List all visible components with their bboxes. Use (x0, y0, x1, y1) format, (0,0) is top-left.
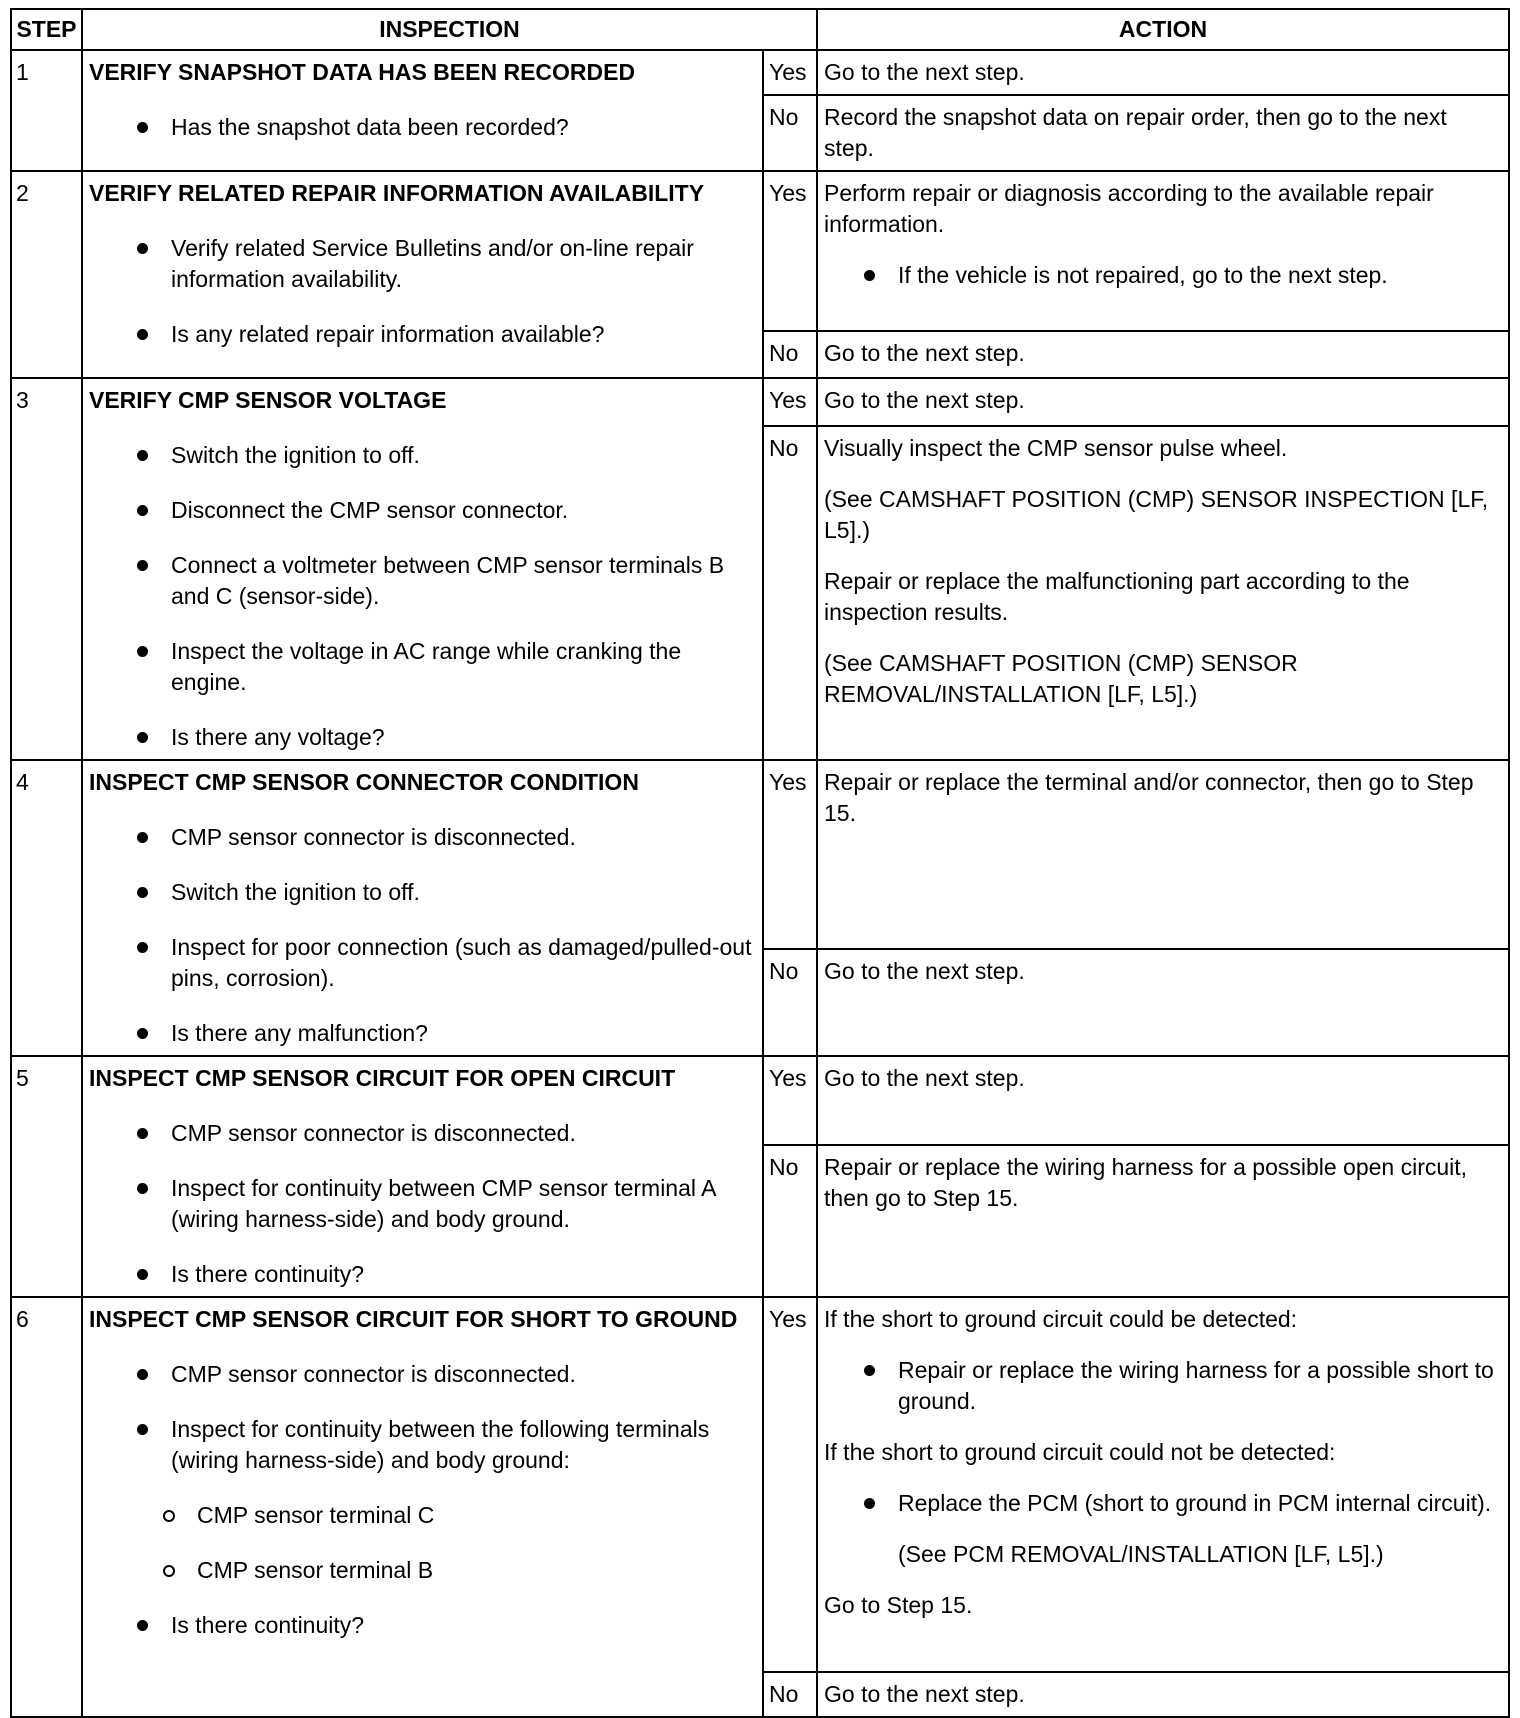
sub-bullet-item: CMP sensor terminal B (163, 1555, 756, 1586)
yes-action (817, 1297, 1509, 1672)
inspection-bullets (89, 1118, 756, 1290)
step-4-yes-row (11, 760, 1509, 949)
step-number: 4 (11, 760, 82, 1056)
action-text: Repair or replace the malfunctioning part according to the inspection results. (824, 568, 1410, 626)
action-bullets (824, 260, 1502, 291)
header-step: STEP (11, 9, 82, 50)
bullet-item (137, 1414, 756, 1476)
action-text: Visually inspect the CMP sensor pulse wheel. (824, 435, 1288, 462)
bullet-item: Is there any voltage? (137, 722, 756, 753)
inspection-cell (82, 1056, 763, 1297)
step-number: 6 (11, 1297, 82, 1717)
yes-action: Go to the next step. (817, 1056, 1509, 1145)
yes-label: Yes (763, 171, 817, 331)
yes-label: Yes (763, 760, 817, 949)
step-number: 5 (11, 1056, 82, 1297)
bullet-item: CMP sensor connector is disconnected. (137, 1118, 756, 1149)
action-reference: (See CAMSHAFT POSITION (CMP) SENSOR REMOVAL/INSTALLATION [LF, L5].) (824, 650, 1298, 708)
yes-label: Yes (763, 378, 817, 426)
yes-action: Repair or replace the terminal and/or connector, then go to Step 15. (817, 760, 1509, 949)
inspection-bullets (89, 822, 756, 1049)
no-action: Repair or replace the wiring harness for a possible open circuit, then go to Step 15. (817, 1145, 1509, 1297)
inspection-title: INSPECT CMP SENSOR CIRCUIT FOR OPEN CIRCUIT (89, 1065, 676, 1091)
diagnostic-procedure-table (10, 8, 1510, 1718)
inspection-cell (82, 760, 763, 1056)
inspection-title: VERIFY SNAPSHOT DATA HAS BEEN RECORDED (89, 59, 636, 85)
action-bullet-item: If the vehicle is not repaired, go to the next step. (864, 260, 1502, 291)
step-number: 3 (11, 378, 82, 760)
yes-action: Go to the next step. (817, 378, 1509, 426)
bullet-item: CMP sensor connector is disconnected. (137, 822, 756, 853)
bullet-item: Is there any malfunction? (137, 1018, 756, 1049)
action-text: If the short to ground circuit could not be detected: (824, 1439, 1336, 1465)
inspection-title: VERIFY CMP SENSOR VOLTAGE (89, 387, 447, 413)
bullet-item: Inspect the voltage in AC range while cranking the engine. (137, 636, 756, 698)
no-action (817, 426, 1509, 760)
bullet-item: Has the snapshot data been recorded? (137, 112, 756, 143)
bullet-item: Is there continuity? (137, 1259, 756, 1290)
bullet-text: Inspect for continuity between the following terminals (wiring harness-side) and body ground: (171, 1416, 710, 1473)
bullet-item: Verify related Service Bulletins and/or on-line repair information availability. (137, 233, 756, 295)
header-row (11, 9, 1509, 50)
yes-label: Yes (763, 50, 817, 95)
no-label: No (763, 1145, 817, 1297)
bullet-item: Disconnect the CMP sensor connector. (137, 495, 756, 526)
action-text: Go to Step 15. (824, 1592, 973, 1618)
sub-bullet-item: CMP sensor terminal C (163, 1500, 756, 1531)
yes-action: Go to the next step. (817, 50, 1509, 95)
step-6-yes-row (11, 1297, 1509, 1672)
action-text: Perform repair or diagnosis according to the available repair information. (824, 180, 1434, 237)
step-number: 2 (11, 171, 82, 378)
action-bullets (824, 1355, 1502, 1417)
header-action: ACTION (817, 9, 1509, 50)
action-bullet-item: Replace the PCM (short to ground in PCM internal circuit). (864, 1488, 1502, 1519)
inspection-cell (82, 171, 763, 378)
no-label: No (763, 1672, 817, 1717)
bullet-item: Inspect for poor connection (such as damaged/pulled-out pins, corrosion). (137, 932, 756, 994)
yes-label: Yes (763, 1297, 817, 1672)
inspection-cell (82, 378, 763, 760)
header-inspection: INSPECTION (82, 9, 817, 50)
action-text: If the short to ground circuit could be detected: (824, 1306, 1298, 1332)
inspection-bullets (89, 440, 756, 753)
inspection-cell (82, 1297, 763, 1717)
inspection-cell (82, 50, 763, 171)
step-2-yes-row (11, 171, 1509, 331)
inspection-bullets (89, 112, 756, 143)
step-3-yes-row (11, 378, 1509, 426)
no-label: No (763, 95, 817, 171)
inspection-title: INSPECT CMP SENSOR CIRCUIT FOR SHORT TO GROUND (89, 1306, 738, 1332)
no-label: No (763, 331, 817, 378)
no-action: Go to the next step. (817, 1672, 1509, 1717)
inspection-title: VERIFY RELATED REPAIR INFORMATION AVAILABILITY (89, 180, 705, 206)
inspection-bullets (89, 233, 756, 350)
bullet-item: Connect a voltmeter between CMP sensor terminals B and C (sensor-side). (137, 550, 756, 612)
bullet-item: Inspect for continuity between CMP sensor terminal A (wiring harness-side) and body ground. (137, 1173, 756, 1235)
action-reference: (See CAMSHAFT POSITION (CMP) SENSOR INSPECTION [LF, L5].) (824, 486, 1489, 544)
no-label: No (763, 949, 817, 1056)
inspection-bullets (89, 1610, 756, 1641)
inspection-bullets (89, 1359, 756, 1476)
bullet-item: Is there continuity? (137, 1610, 756, 1641)
action-reference: (See PCM REMOVAL/INSTALLATION [LF, L5].) (898, 1541, 1384, 1567)
step-5-yes-row (11, 1056, 1509, 1145)
step-1-yes-row (11, 50, 1509, 95)
action-bullets (824, 1488, 1502, 1519)
bullet-item: CMP sensor connector is disconnected. (137, 1359, 756, 1390)
action-bullet-item: Repair or replace the wiring harness for a possible short to ground. (864, 1355, 1502, 1417)
inspection-title: INSPECT CMP SENSOR CONNECTOR CONDITION (89, 769, 639, 795)
bullet-item: Switch the ignition to off. (137, 877, 756, 908)
bullet-item: Switch the ignition to off. (137, 440, 756, 471)
yes-label: Yes (763, 1056, 817, 1145)
step-number: 1 (11, 50, 82, 171)
inspection-sub-bullets (89, 1500, 756, 1586)
no-label: No (763, 426, 817, 760)
no-action: Go to the next step. (817, 949, 1509, 1056)
no-action: Record the snapshot data on repair order, then go to the next step. (817, 95, 1509, 171)
yes-action (817, 171, 1509, 331)
bullet-item: Is any related repair information available? (137, 319, 756, 350)
no-action: Go to the next step. (817, 331, 1509, 378)
